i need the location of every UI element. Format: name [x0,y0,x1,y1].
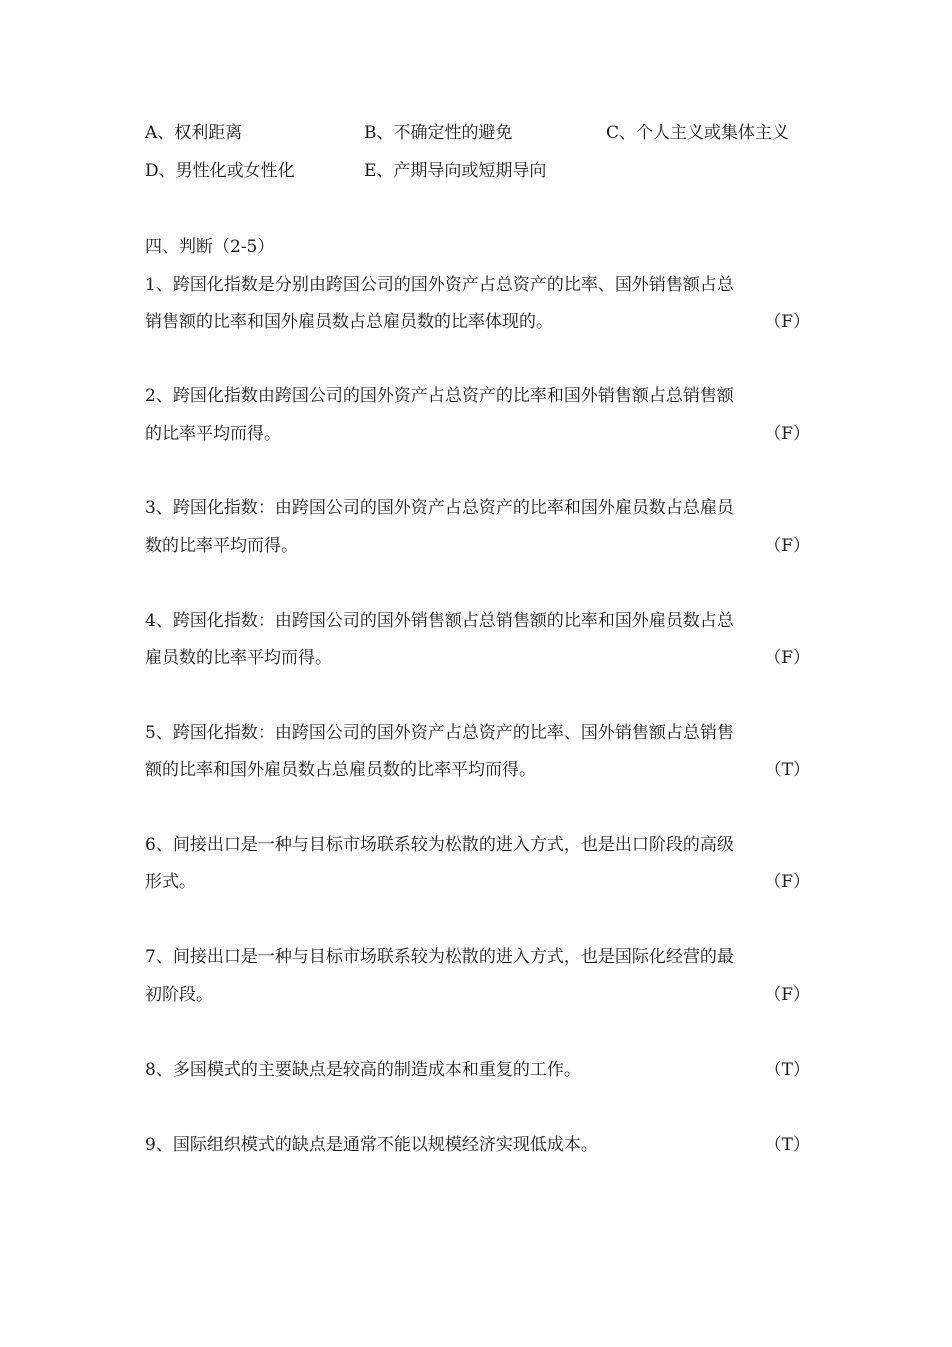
options-row-1 [145,118,810,148]
question-9-answer: （T） [764,1135,810,1155]
question-5-line-2 [145,755,810,785]
option-b: B、不确定性的避免 [364,123,513,143]
question-9-line-1 [145,1130,810,1160]
question-2-line-2 [145,419,810,449]
question-6-text: 形式。 [145,872,196,892]
question-8-text: 8、多国模式的主要缺点是较高的制造成本和重复的工作。 [145,1060,581,1080]
question-5-answer: （T） [764,760,810,780]
question-9-text: 9、国际组织模式的缺点是通常不能以规模经济实现低成本。 [145,1135,598,1155]
option-e: E、产期导向或短期导向 [364,161,547,181]
question-7-line-1: 7、间接出口是一种与目标市场联系较为松散的进入方式，也是国际化经营的最 [145,947,734,967]
question-4-answer: （F） [764,648,810,668]
question-3-line-2 [145,531,810,561]
question-4-line-1: 4、跨国化指数：由跨国公司的国外销售额占总销售额的比率和国外雇员数占总 [145,611,734,631]
question-5-text: 额的比率和国外雇员数占总雇员数的比率平均而得。 [145,760,536,780]
question-4-text: 雇员数的比率平均而得。 [145,648,332,668]
question-2-text: 的比率平均而得。 [145,424,281,444]
question-3-text: 数的比率平均而得。 [145,536,298,556]
options-row-2 [145,156,810,186]
question-7-answer: （F） [764,985,810,1005]
option-d: D、男性化或女性化 [145,161,295,181]
question-8-line-1 [145,1055,810,1085]
question-6-line-2 [145,867,810,897]
question-1-answer: （F） [764,312,810,332]
question-4-line-2 [145,643,810,673]
question-7-text: 初阶段。 [145,985,213,1005]
question-6-answer: （F） [764,872,810,892]
question-3-answer: （F） [764,536,810,556]
question-2-line-1: 2、跨国化指数由跨国公司的国外资产占总资产的比率和国外销售额占总销售额 [145,386,734,406]
question-5-line-1: 5、跨国化指数：由跨国公司的国外资产占总资产的比率、国外销售额占总销售 [145,723,734,743]
option-a: A、权利距离 [145,123,243,143]
question-2-answer: （F） [764,424,810,444]
question-8-answer: （T） [764,1060,810,1080]
option-c: C、个人主义或集体主义 [606,123,790,143]
question-6-line-1: 6、间接出口是一种与目标市场联系较为松散的进入方式，也是出口阶段的高级 [145,835,734,855]
question-1-text: 销售额的比率和国外雇员数占总雇员数的比率体现的。 [145,312,553,332]
section-heading: 四、判断（2-5） [145,237,275,257]
question-7-line-2 [145,980,810,1010]
question-1-line-1: 1、跨国化指数是分别由跨国公司的国外资产占总资产的比率、国外销售额占总 [145,275,734,295]
question-3-line-1: 3、跨国化指数：由跨国公司的国外资产占总资产的比率和国外雇员数占总雇员 [145,498,734,518]
question-1-line-2 [145,307,810,337]
